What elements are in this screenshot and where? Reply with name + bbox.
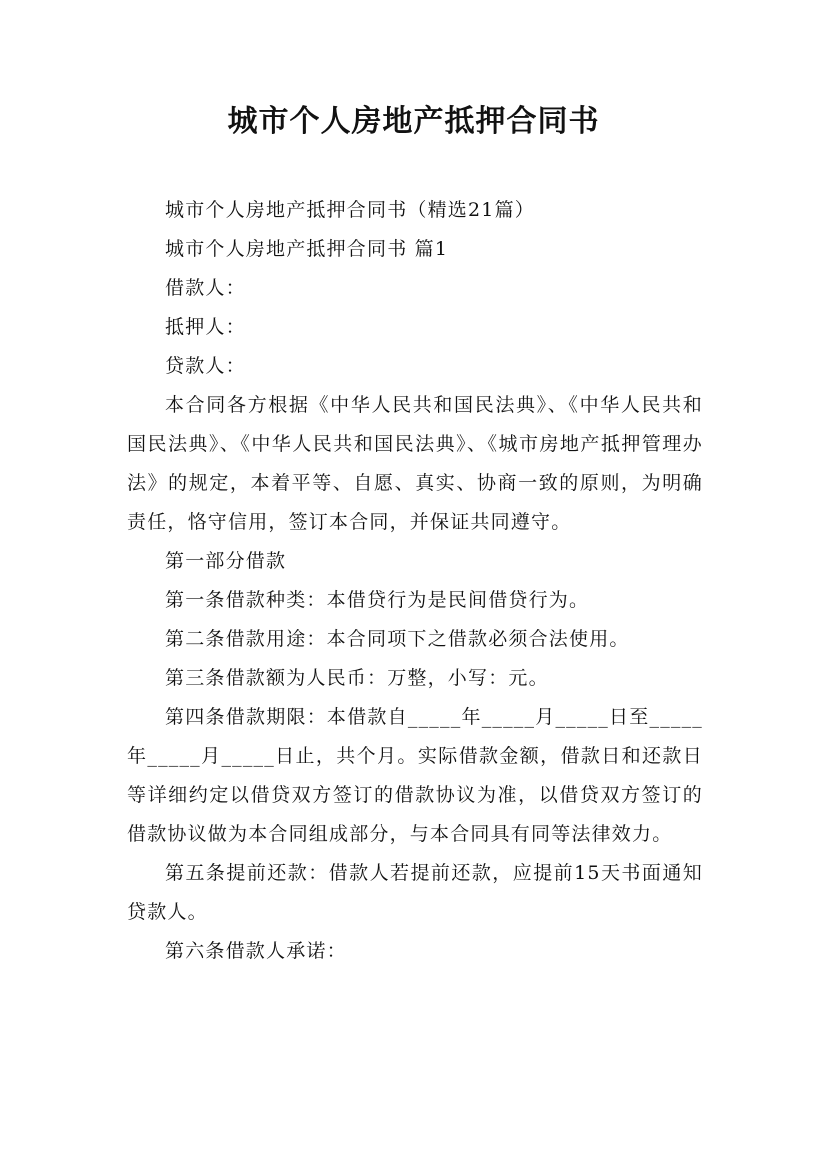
paragraph-article-4: 第四条借款期限：本借款自_____年_____月_____日至_____年_____月_____日止，共个月。实际借款金额，借款日和还款日等详细约定以借贷双方签订的借款协议为准，以借贷双方签订的借款协议做为本合同组成部分，与本合同具有同等法律效力。 — [127, 706, 703, 845]
paragraph-article-5: 第五条提前还款：借款人若提前还款，应提前15天书面通知贷款人。 — [127, 862, 703, 923]
paragraph-part-one: 第一部分借款 — [165, 550, 287, 572]
paragraph-article-1: 第一条借款种类：本借贷行为是民间借贷行为。 — [165, 589, 590, 611]
document-title: 城市个人房地产抵押合同书 — [227, 104, 600, 139]
paragraph-article-2: 第二条借款用途：本合同项下之借款必须合法使用。 — [165, 628, 630, 650]
paragraph-intro-title: 城市个人房地产抵押合同书（精选21篇） — [165, 199, 535, 221]
paragraph-article-3: 第三条借款额为人民币：万整，小写：元。 — [165, 667, 549, 689]
paragraph-section-title: 城市个人房地产抵押合同书 篇1 — [165, 238, 449, 260]
document-body — [127, 191, 703, 971]
paragraph-borrower: 借款人： — [165, 277, 246, 299]
paragraph-mortgagor: 抵押人： — [165, 316, 246, 338]
paragraph-legal-basis: 本合同各方根据《中华人民共和国民法典》、《中华人民共和国民法典》、《中华人民共和国民法典》、《城市房地产抵押管理办法》的规定，本着平等、自愿、真实、协商一致的原则，为明确责任，恪守信用，签订本合同，并保证共同遵守。 — [127, 394, 703, 533]
paragraph-article-6: 第六条借款人承诺： — [165, 940, 347, 962]
paragraph-lender: 贷款人： — [165, 355, 246, 377]
